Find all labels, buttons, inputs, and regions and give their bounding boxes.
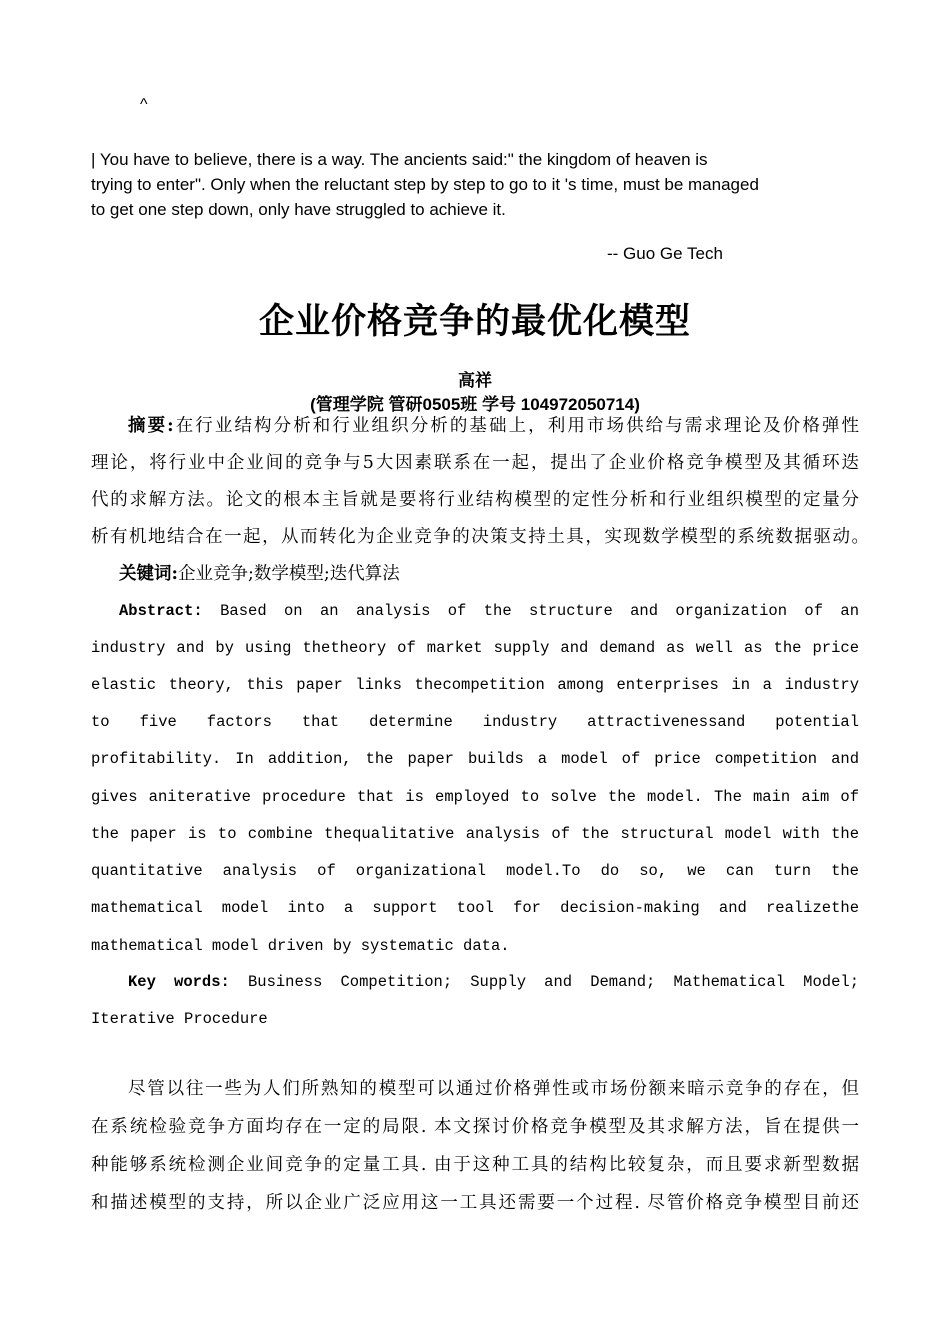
body-line-4: 和描述模型的支持，所以企业广泛应用这一工具还需要一个过程. 尽管价格竞争模型目前还 <box>91 1193 859 1213</box>
quote-line-3: to get one step down, only have struggled to achieve it. <box>91 200 506 219</box>
abstract-cn-line-1 <box>91 408 859 445</box>
abstract-en-line-3: elastic theory, this paper links thecompetition among enterprises in a industry <box>91 676 859 694</box>
body-line-3: 种能够系统检测企业间竞争的定量工具. 由于这种工具的结构比较复杂，而且要求新型数据 <box>91 1155 859 1175</box>
abstract-cn-line-3: 代的求解方法。论文的根本主旨就是要将行业结构模型的定性分析和行业组织模型的定量分 <box>91 490 859 510</box>
abstract-en-line-4: to five factors that determine industry attractivenessand potential <box>91 713 859 731</box>
abstract-en-line-8: quantitative analysis of organizational model.To do so, we can turn the <box>91 862 859 880</box>
keywords-en-label: Key words: <box>128 973 230 991</box>
keywords-en-line-2: Iterative Procedure <box>91 1010 268 1028</box>
body-line-1: 尽管以往一些为人们所熟知的模型可以通过价格弹性或市场份额来暗示竞争的存在，但 <box>128 1079 859 1099</box>
paper-title: 企业价格竞争的最优化模型 <box>258 302 691 341</box>
author-affiliation: (管理学院 管研0505班 学号 104972050714) <box>310 395 640 414</box>
abstract-en-label: Abstract: <box>119 602 203 620</box>
quote-line-1: | You have to believe, there is a way. The ancients said:" the kingdom of heaven is <box>91 150 708 169</box>
abstract-en-line-7: the paper is to combine thequalitative analysis of the structural model with the <box>91 825 859 843</box>
body-line-2: 在系统检验竞争方面均存在一定的局限. 本文探讨价格竞争模型及其求解方法，旨在提供一 <box>91 1117 859 1137</box>
abstract-cn-label: 摘要: <box>128 416 174 436</box>
abstract-cn-text: 在行业结构分析和行业组织分析的基础上，利用市场供给与需求理论及价格弹性 <box>173 416 859 436</box>
abstract-en-line-10: mathematical model driven by systematic data. <box>91 937 510 955</box>
caret-mark: ^ <box>140 96 148 113</box>
abstract-en-line-6: gives aniterative procedure that is employed to solve the model. The main aim of <box>91 788 859 806</box>
keywords-cn-label: 关键词: <box>119 564 178 584</box>
keywords-cn-text: 企业竞争;数学模型;迭代算法 <box>177 564 400 584</box>
abstract-en-line-1: Abstract: Based on an analysis of the structure and organization of an <box>119 602 859 620</box>
abstract-en-line-9: mathematical model into a support tool for decision-making and realizethe <box>91 899 859 917</box>
abstract-en-line-2: industry and by using thetheory of market supply and demand as well as the price <box>91 639 859 657</box>
quote-line-2: trying to enter". Only when the reluctant step by step to go to it 's time, must be managed <box>91 175 759 194</box>
keywords-en-line-1 <box>91 964 859 1001</box>
abstract-en-line-5: profitability. In addition, the paper builds a model of price competition and <box>91 750 859 768</box>
abstract-cn-line-4: 析有机地结合在一起，从而转化为企业竞争的决策支持土具，实现数学模型的系统数据驱动。 <box>91 527 869 547</box>
keywords-en-text: Business Competition; Supply and Demand; Mathematical Model; <box>247 973 859 991</box>
author-name: 高祥 <box>458 371 492 390</box>
abstract-cn-line-2: 理论，将行业中企业间的竞争与5大因素联系在一起，提出了企业价格竞争模型及其循环迭 <box>91 453 859 473</box>
quote-author: -- Guo Ge Tech <box>607 244 723 263</box>
keywords-cn <box>119 556 400 593</box>
